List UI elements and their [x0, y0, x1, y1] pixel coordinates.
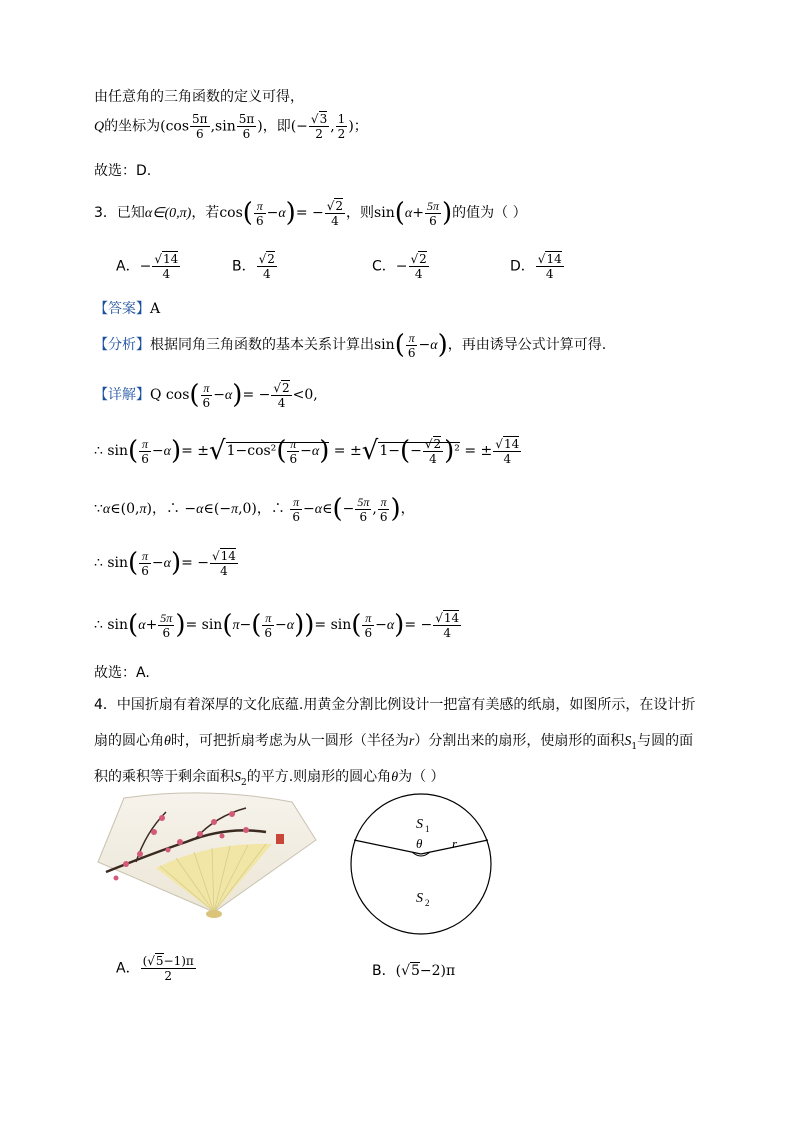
s1-label: S [416, 817, 423, 832]
option-d[interactable]: D． $\frac{√14}{4}$ [510, 252, 562, 281]
formula-line: Q的坐标为(cos $\frac{5\pi}{6}$ ,sin $\frac{5\pi}{6}$ )，即(− $\frac{√3}{2}$ , $\frac{1}{2}$ )； [94, 112, 368, 141]
question-3: 3．已知α∈(0,π)，若cos( $\frac{\pi}{6}$ −α)= − $\frac{√2}{4}$ ，则sin(α+ $\frac{5\pi}{6}$ )的值为（ ） [94, 198, 527, 228]
text-line: 故选：A. [94, 665, 150, 681]
theta-label: θ [416, 836, 423, 851]
circle-sector-diagram [346, 790, 496, 938]
option-c[interactable]: C．− $\frac{√2}{4}$ [372, 252, 427, 281]
question-4-line-3: 积的乘积等于剩余面积$S_2$的平方.则扇形的圆心角θ为（ ） [94, 769, 445, 788]
step-3: ∴ sin( $\frac{\pi}{6}$ −α)= − $\frac{√14}{4}$ [94, 548, 236, 578]
answer-line: 【答案】A [94, 301, 161, 317]
step-2: ∵α∈(0,π)，∴ −α∈(−π,0)，∴ $\frac{\pi}{6}$ −α∈(− $\frac{5\pi}{6}$ , $\frac{\pi}{6}$ )， [94, 494, 415, 524]
analysis-line: 【分析】根据同角三角函数的基本关系计算出sin( $\frac{\pi}{6}$ −α)，再由诱导公式计算可得. [94, 330, 607, 360]
question-4-line-1: 4．中国折扇有着深厚的文化底蕴.用黄金分割比例设计一把富有美感的纸扇，如图所示，在设计折 [94, 697, 696, 713]
detail-line: 【详解】Q cos( $\frac{\pi}{6}$ −α)= − $\frac{√2}{4}$ <0, [94, 380, 318, 410]
svg-text:1: 1 [425, 824, 430, 834]
text-line: 故选：D. [94, 163, 152, 179]
question-4-line-2: 扇的圆心角θ时，可把折扇考虑为从一圆形（半径为r）分割出来的扇形，使扇形的面积$S_1$与圆的面 [94, 733, 694, 752]
radius-label: r [452, 836, 458, 851]
step-1: ∴ sin( $\frac{\pi}{6}$ −α)= ±√1−cos²( $\frac{\pi}{6}$ −α) = ±√1−(− $\frac{√2}{4}$ )² = ± $\frac{√14}{4}$ [94, 436, 520, 466]
q4-option-a[interactable]: A． $\frac{(√5-1)\pi}{2}$ [116, 954, 194, 983]
s2-label: S [416, 891, 423, 906]
step-4: ∴ sin(α+ $\frac{5\pi}{6}$ )= sin(π−( $\frac{\pi}{6}$ −α))= sin( $\frac{\pi}{6}$ −α)= − $\frac{√14}{4}$ [94, 610, 460, 640]
option-a[interactable]: A．− $\frac{√14}{4}$ [116, 252, 179, 281]
folding-fan-image [96, 792, 318, 924]
option-b[interactable]: B． $\frac{√2}{4}$ [232, 252, 275, 281]
q4-option-b[interactable]: B．(√5−2)π [372, 963, 456, 979]
text-line: 由任意角的三角函数的定义可得， [94, 89, 304, 105]
svg-text:2: 2 [425, 898, 430, 908]
